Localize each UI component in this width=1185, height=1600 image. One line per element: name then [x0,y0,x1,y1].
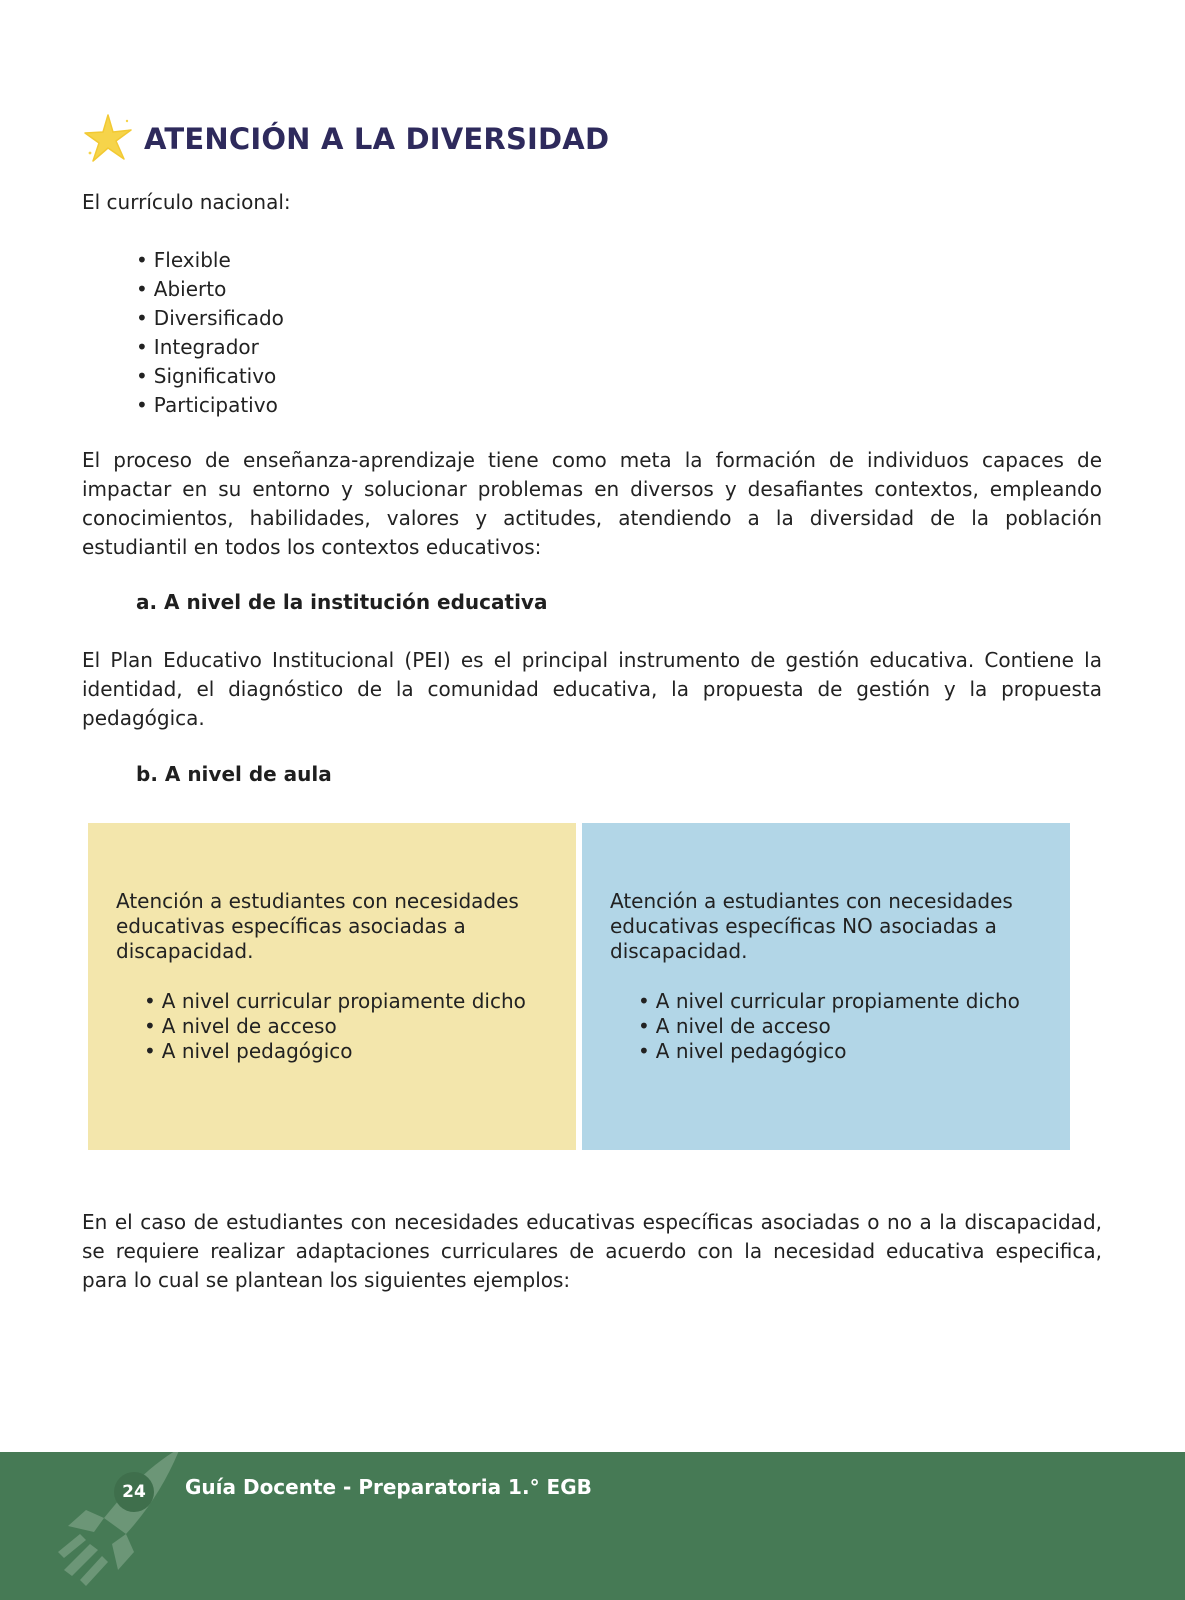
list-item: • Abierto [136,275,284,304]
list-item: • Integrador [136,333,284,362]
list-item: • Significativo [136,362,284,391]
intro-text: El currículo nacional: [82,190,291,214]
list-item: • A nivel de acceso [144,1014,550,1039]
paragraph-pei: El Plan Educativo Institucional (PEI) es el principal instrumento de gestión educativa. Contiene la identidad, el diagnóstico de la comunidad educativa, la propuesta de gestión y la propuesta pedagógica. [82,648,1102,730]
box-title: Atención a estudiantes con necesidades educativas específicas asociadas a discapacidad. [116,889,519,963]
paragraph-process: El proceso de enseñanza-aprendizaje tiene como meta la formación de individuos capaces de impactar en su entorno y solucionar problemas en diversos y desafiantes contextos, empleando conocimientos, habilidades, valores y actitudes, atendiendo a la diversidad de la población estudiantil en todos los contextos educativos: [82,448,1102,559]
curriculum-traits-list [136,246,284,420]
list-item: • Diversificado [136,304,284,333]
list-item: • Flexible [136,246,284,275]
page-title: ATENCIÓN A LA DIVERSIDAD [144,122,610,156]
rocket-icon [50,1452,190,1598]
box-list [638,989,1044,1064]
page-number: 24 [114,1472,154,1512]
page-footer [0,1452,1185,1600]
list-item: • A nivel curricular propiamente dicho [144,989,550,1014]
star-icon [82,113,134,165]
list-item: • A nivel curricular propiamente dicho [638,989,1044,1014]
subheading-classroom: b. A nivel de aula [136,762,332,786]
list-item: • A nivel pedagógico [638,1039,1044,1064]
section-heading [82,113,609,165]
subheading-institution: a. A nivel de la institución educativa [136,590,548,614]
footer-title: Guía Docente - Preparatoria 1.° EGB [185,1475,592,1499]
box-list [144,989,550,1064]
list-item: • Participativo [136,391,284,420]
box-title: Atención a estudiantes con necesidades educativas específicas NO asociadas a discapacidad. [610,889,1013,963]
list-item: • A nivel pedagógico [144,1039,550,1064]
non-disability-box [582,823,1070,1150]
disability-box [88,823,576,1150]
list-item: • A nivel de acceso [638,1014,1044,1039]
paragraph-adaptations: En el caso de estudiantes con necesidades educativas específicas asociadas o no a la discapacidad, se requiere realizar adaptaciones curriculares de acuerdo con la necesidad educativa especifica, para lo cual se plantean los siguientes ejemplos: [82,1210,1102,1292]
